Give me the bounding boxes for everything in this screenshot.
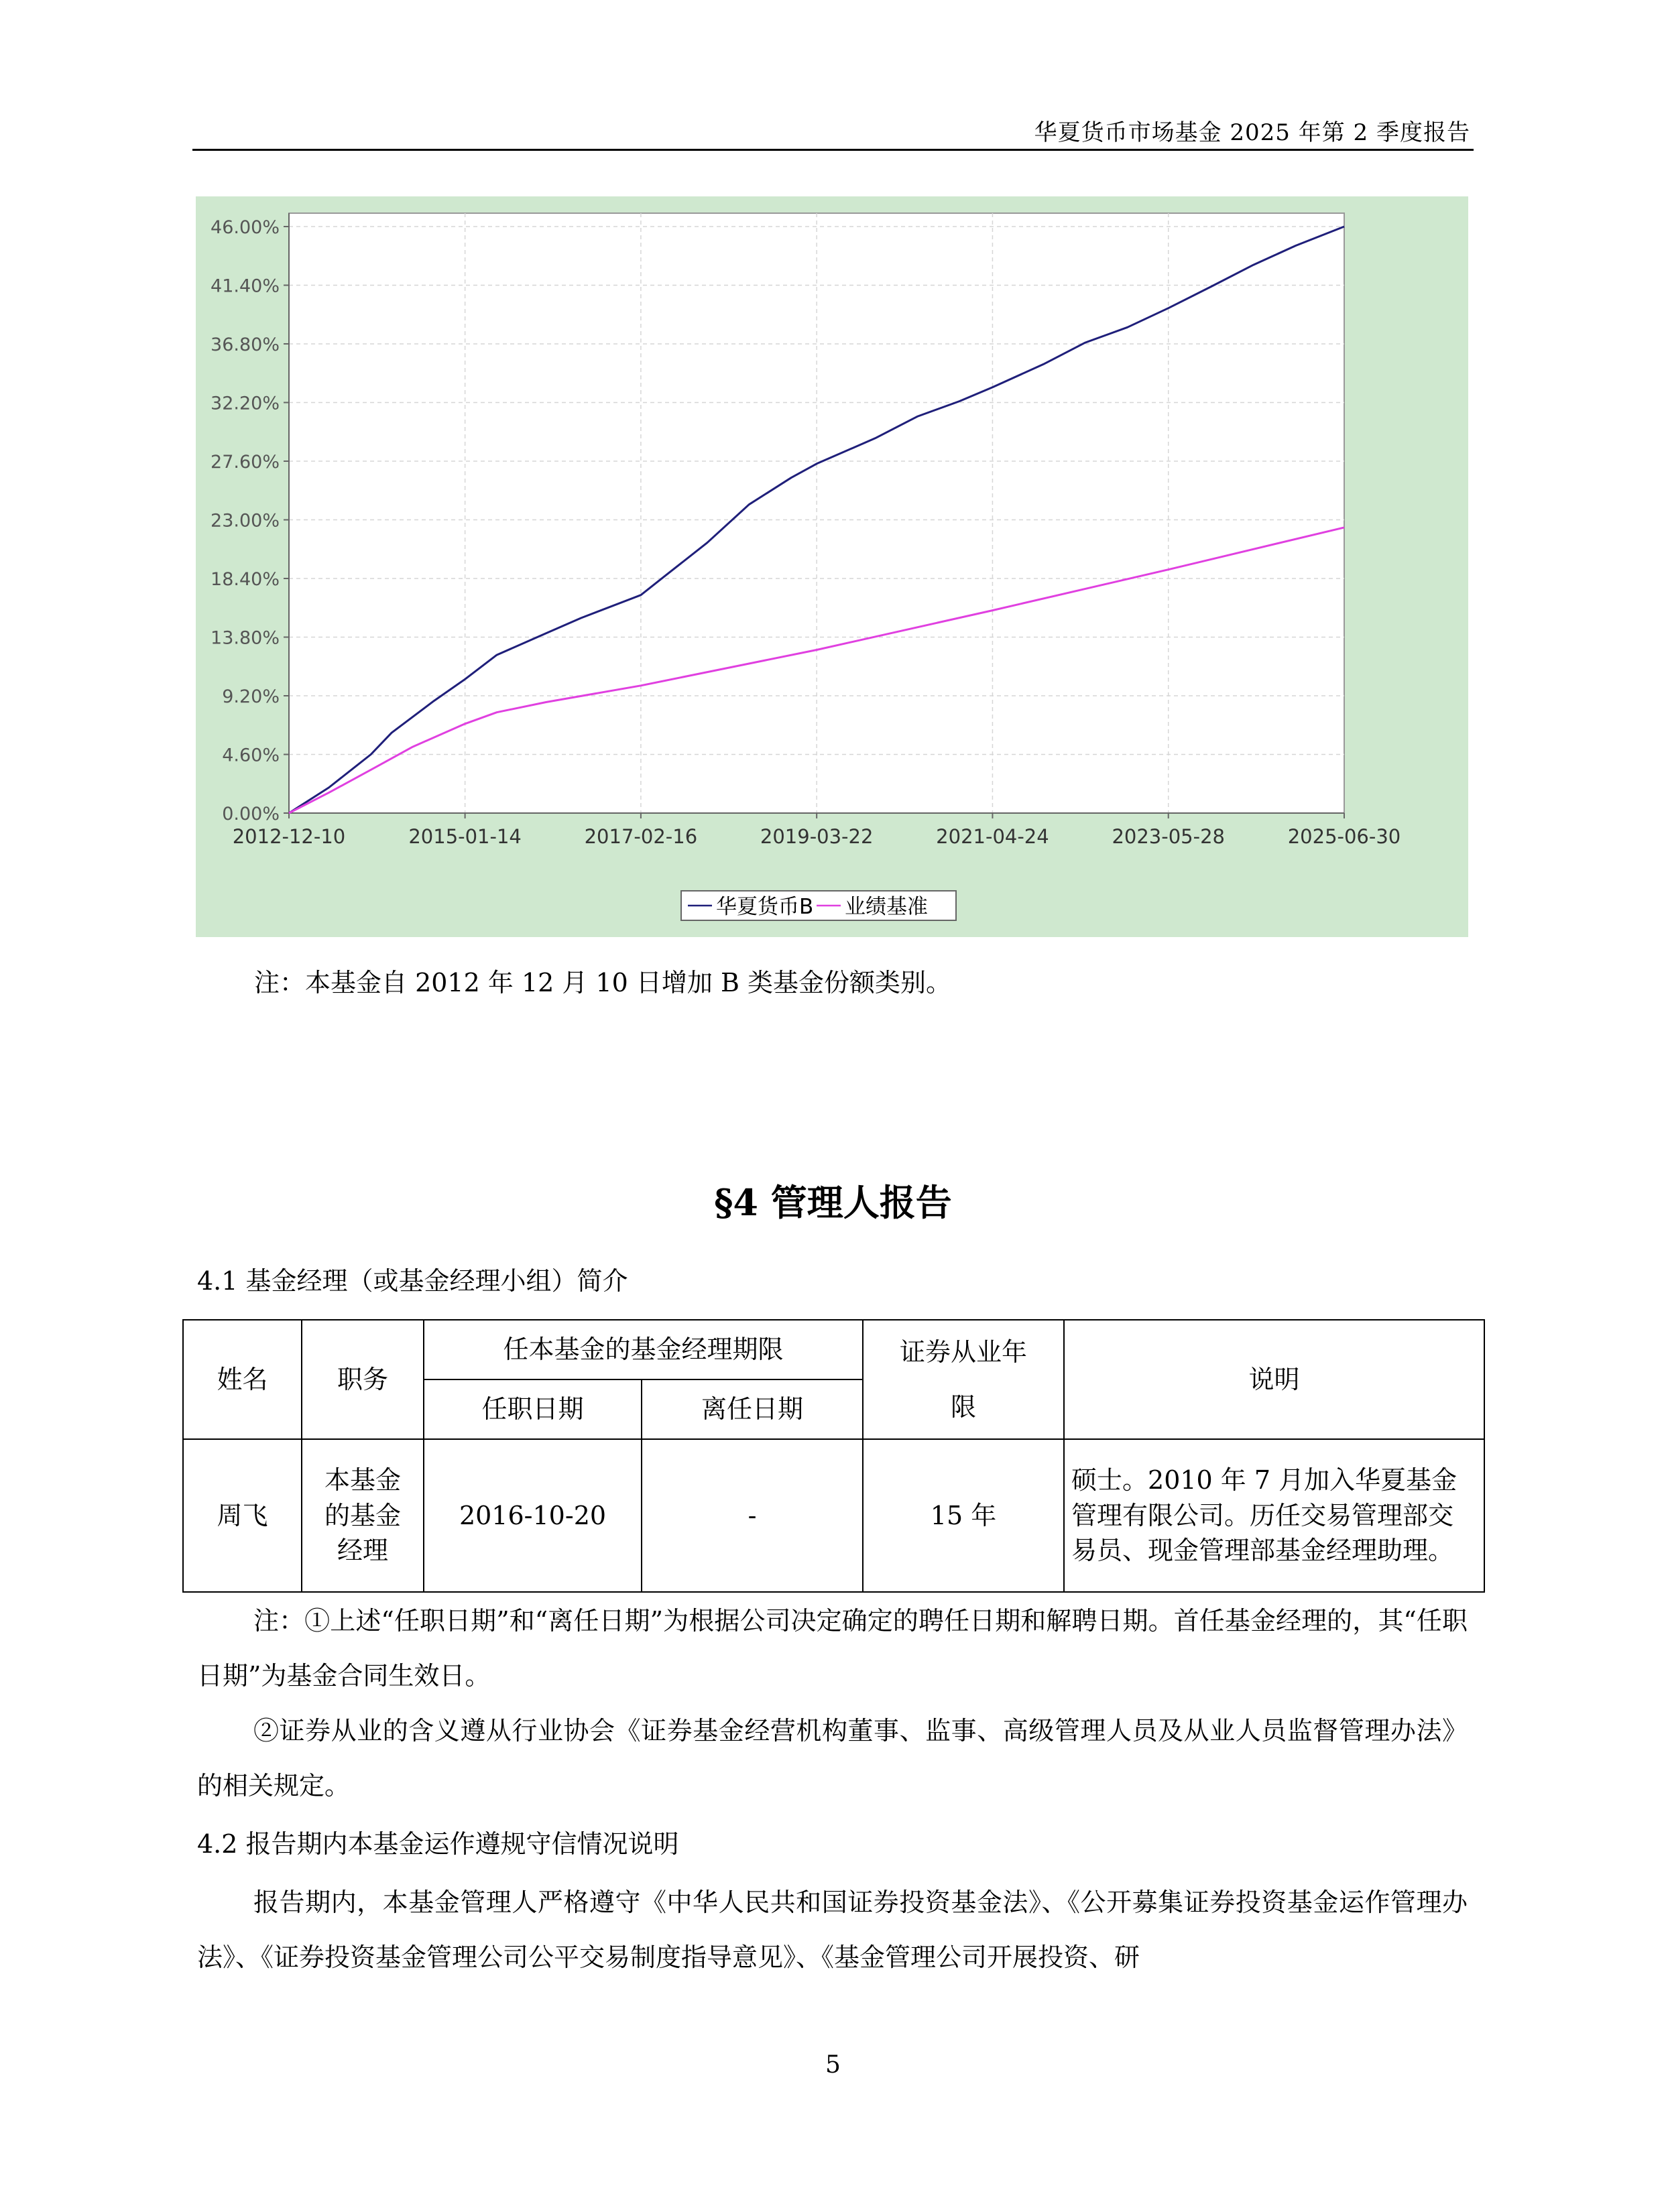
chart-note: 注：本基金自 2012 年 12 月 10 日增加 B 类基金份额类别。 bbox=[254, 968, 951, 997]
note-paragraph-2: ②证券从业的含义遵从行业协会《证券基金经营机构董事、监事、高级管理人员及从业人员监督管理办法》的相关规定。 bbox=[197, 1716, 1468, 1800]
y-tick-label: 27.60% bbox=[211, 452, 280, 473]
cell-name: 周飞 bbox=[183, 1439, 302, 1592]
section-title: §4 管理人报告 bbox=[714, 1181, 952, 1224]
y-tick-labels bbox=[211, 217, 289, 824]
table-header-row bbox=[183, 1320, 1484, 1379]
col-header-start-date: 任职日期 bbox=[424, 1379, 642, 1439]
x-tick-label: 2025-06-30 bbox=[1287, 825, 1401, 848]
note-paragraph-1: 注：①上述“任职日期”和“离任日期”为根据公司决定确定的聘任日期和解聘日期。首任基金经理的，其“任职日期”为基金合同生效日。 bbox=[197, 1606, 1468, 1691]
fund-manager-table bbox=[182, 1319, 1485, 1593]
col-header-term: 任本基金的基金经理期限 bbox=[424, 1320, 863, 1379]
y-tick-label: 41.40% bbox=[211, 275, 280, 297]
table-row bbox=[183, 1439, 1484, 1592]
y-tick-label: 9.20% bbox=[222, 686, 280, 707]
cell-end-date: - bbox=[642, 1439, 863, 1592]
y-tick-label: 36.80% bbox=[211, 334, 280, 355]
chart-svg bbox=[196, 196, 1468, 937]
y-tick-label: 0.00% bbox=[222, 804, 280, 824]
col-header-years bbox=[863, 1320, 1064, 1439]
y-tick-label: 46.00% bbox=[211, 217, 280, 238]
header-divider bbox=[192, 149, 1474, 151]
legend-label-series-1: 华夏货币B bbox=[716, 895, 814, 919]
col-header-years-text: 证券从业年限 bbox=[900, 1337, 1028, 1422]
subsection-4-2-heading: 4.2 报告期内本基金运作遵规守信情况说明 bbox=[197, 1829, 679, 1859]
col-header-end-date: 离任日期 bbox=[642, 1379, 863, 1439]
page-number: 5 bbox=[825, 2051, 841, 2079]
col-header-name: 姓名 bbox=[183, 1320, 302, 1439]
cell-position: 本基金的基金经理 bbox=[302, 1439, 424, 1592]
col-header-desc: 说明 bbox=[1064, 1320, 1484, 1439]
body-paragraph-4-2: 报告期内，本基金管理人严格遵守《中华人民共和国证券投资基金法》、《公开募集证券投资基金运作管理办法》、《证券投资基金管理公司公平交易制度指导意见》、《基金管理公司开展投资、研 bbox=[197, 1888, 1468, 1972]
subsection-4-1-heading: 4.1 基金经理（或基金经理小组）简介 bbox=[197, 1266, 628, 1296]
y-tick-label: 32.20% bbox=[211, 393, 280, 414]
x-tick-label: 2012-12-10 bbox=[232, 825, 346, 848]
x-tick-label: 2015-01-14 bbox=[408, 825, 522, 848]
x-tick-label: 2019-03-22 bbox=[760, 825, 874, 848]
y-tick-label: 13.80% bbox=[211, 627, 280, 649]
cell-start-date: 2016-10-20 bbox=[424, 1439, 642, 1592]
report-header-title: 华夏货币市场基金 2025 年第 2 季度报告 bbox=[1034, 119, 1470, 146]
col-header-position: 职务 bbox=[302, 1320, 424, 1439]
x-tick-label: 2021-04-24 bbox=[936, 825, 1049, 848]
cell-description: 硕士。2010 年 7 月加入华夏基金管理有限公司。历任交易管理部交易员、现金管理部基金经理助理。 bbox=[1064, 1439, 1484, 1592]
cell-years: 15 年 bbox=[863, 1439, 1064, 1592]
cumulative-return-chart bbox=[196, 196, 1468, 937]
legend-label-series-2: 业绩基准 bbox=[845, 895, 928, 919]
y-tick-label: 23.00% bbox=[211, 510, 280, 532]
x-tick-labels bbox=[233, 813, 1401, 848]
chart-legend bbox=[681, 891, 956, 920]
x-tick-label: 2017-02-16 bbox=[584, 825, 698, 848]
y-tick-label: 4.60% bbox=[222, 745, 280, 766]
x-tick-label: 2023-05-28 bbox=[1112, 825, 1225, 848]
y-tick-label: 18.40% bbox=[211, 569, 280, 590]
